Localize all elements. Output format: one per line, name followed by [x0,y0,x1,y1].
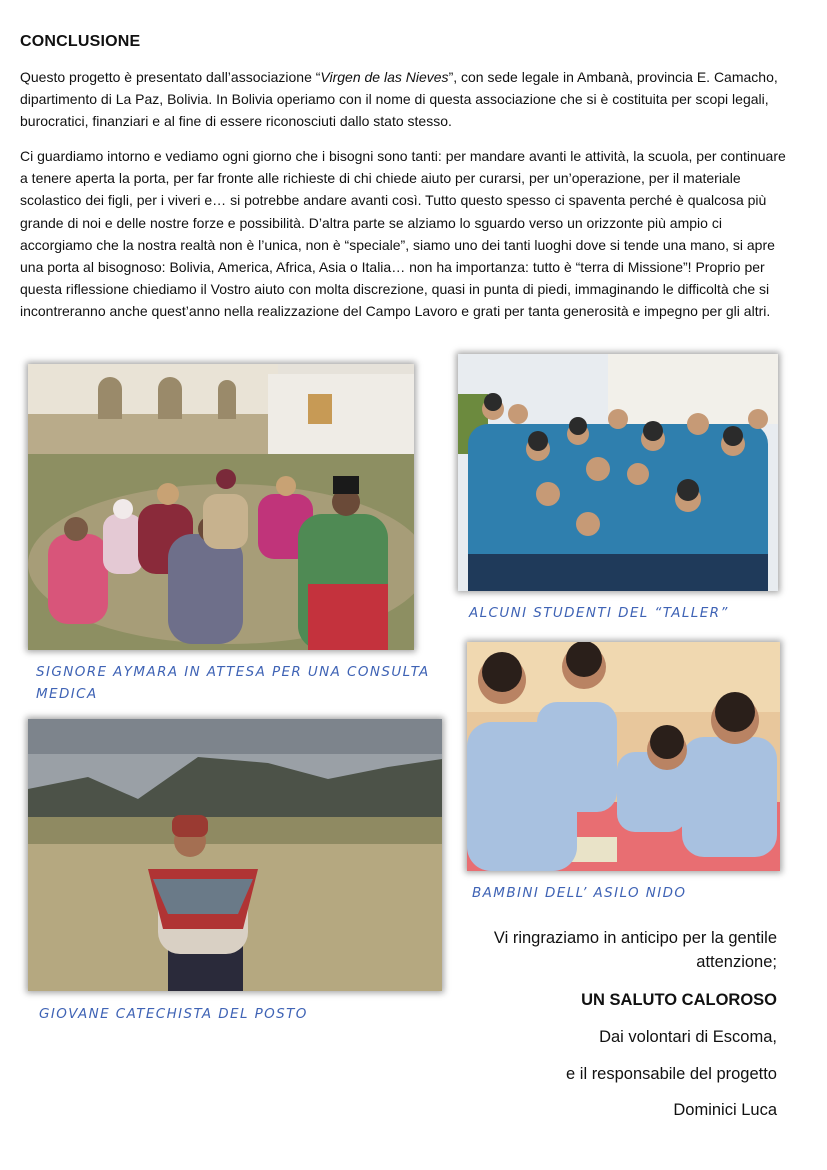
photo-catechist [28,719,442,991]
caption-children: BAMBINI DELL’ ASILO NIDO [472,885,687,901]
greeting-text: UN SALUTO CALOROSO [581,991,777,1009]
volunteers-text: Dai volontari di Escoma, [599,1028,777,1046]
body-paragraph: Ci guardiamo intorno e vediamo ogni giorno che i bisogni sono tanti: per mandare avanti le attività, la scuola, per continuare a tenere aperta la porta, per far fronte alle richieste di chi chiede aiuto per curarsi, per un’operazione, per il materiale scolastico dei figli, per i viveri e… si potrebbe andare avanti così. Tutto questo spesso ci spaventa perché è qualcosa più grande di noi e delle nostre forze e possibilità. D’altra parte se alziamo lo sguardo verso un orizzonte più ampio ci accorgiamo che la nostra realtà non è l’unica, non è “speciale”, siamo uno dei tanti luoghi dove si tende una mano, si apre una porta al bisognoso: Bolivia, America, Africa, Asia o Italia… non ha importanza: tutto è “terra di Missione”! Proprio per questa riflessione chiediamo il Vostro aiuto con molta discrezione, quasi in punta di piedi, immaginando le difficoltà che si incontreranno anche quest’anno nella realizzazione del Campo Lavoro e grati per tanta generosità e impegno per gli altri. [20,148,786,320]
photo-students [458,354,778,591]
photo-aymara-women [28,364,414,650]
responsible-text: e il responsabile del progetto [566,1065,777,1083]
caption-students: ALCUNI STUDENTI DEL “TALLER” [469,605,729,621]
caption-women: SIGNORE AYMARA IN ATTESA PER UNA CONSULTA MEDICA [36,664,430,702]
caption-catechist: GIOVANE CATECHISTA DEL POSTO [39,1006,308,1022]
signature-name: Dominici Luca [673,1101,777,1119]
intro-paragraph: Questo progetto è presentato dall’associazione “Virgen de las Nieves”, con sede legale in Ambanà, provincia E. Camacho, dipartimento di La Paz, Bolivia. In Bolivia operiamo con il nome di questa associazione che si è costituita per scopi legali, burocratici, finanziari e al fine di essere riconosciuti dallo stato stesso. [20,69,778,130]
association-name: Virgen de las Nieves [320,69,449,85]
section-heading: CONCLUSIONE [20,33,141,50]
thanks-text: Vi ringraziamo in anticipo per la gentile attenzione; [493,929,777,971]
photo-children [467,642,780,871]
